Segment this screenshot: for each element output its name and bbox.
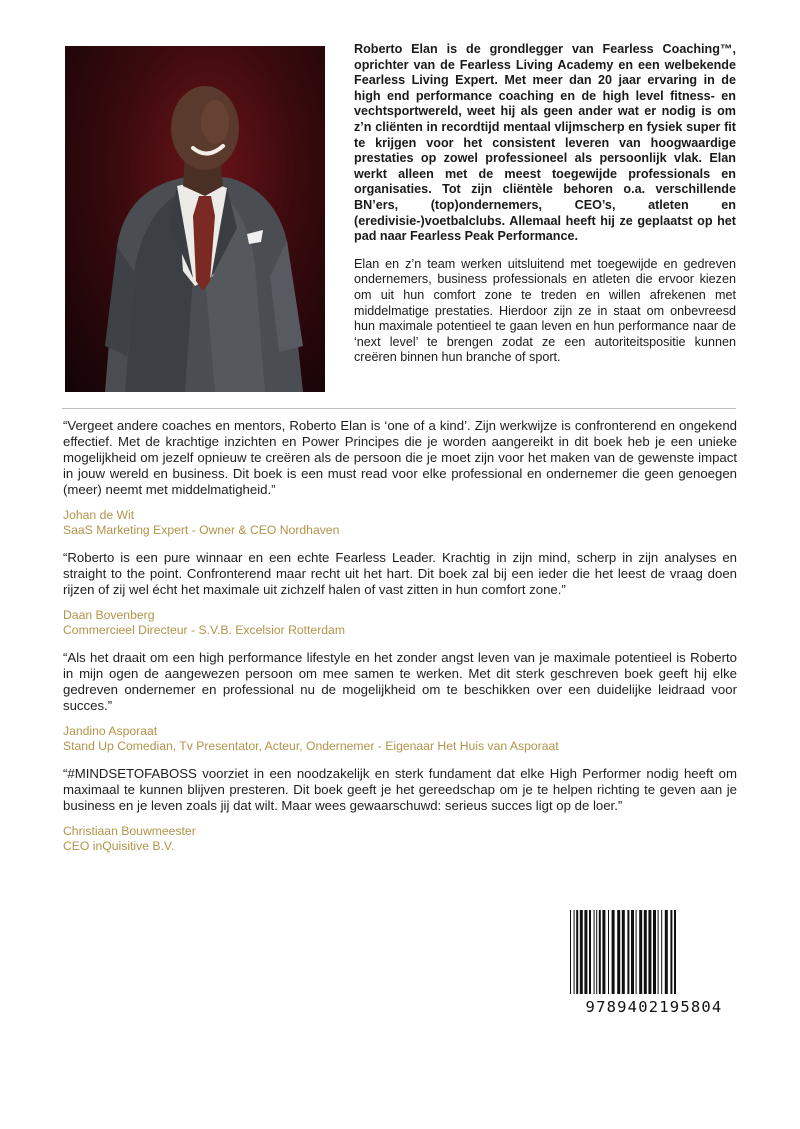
barcode-bar — [622, 910, 625, 994]
testimonial-quote: “#MINDSETOFABOSS voorziet in een noodzakelijk en sterk fundament dat elke High Performer nodig heeft om maximaal te kunnen blijven presteren. Dit boek geeft je het gereedschap om je te helpen richting te geven aan je business en je leven zoals jij dat wilt. Maar wees gewaarschuwd: serieus succes ligt op de loer.” — [63, 766, 737, 813]
barcode-bar — [599, 910, 601, 994]
barcode-bar — [653, 910, 656, 994]
testimonial-role: SaaS Marketing Expert - Owner & CEO Nordhaven — [63, 523, 340, 537]
barcode-bar — [594, 910, 595, 994]
barcode-bar — [602, 910, 605, 994]
testimonial-role: Commercieel Directeur - S.V.B. Excelsior Rotterdam — [63, 623, 345, 637]
isbn-number: 9789402195804 — [585, 998, 723, 1016]
barcode-bar — [617, 910, 620, 994]
testimonial — [63, 766, 737, 854]
barcode-bar — [574, 910, 575, 994]
barcode-bar — [576, 910, 578, 994]
barcode-bar — [658, 910, 659, 994]
barcode-bar — [580, 910, 583, 994]
barcode-bar — [608, 910, 609, 994]
barcode-bar — [665, 910, 668, 994]
testimonials-section — [63, 418, 737, 868]
barcode-bar — [570, 910, 571, 994]
barcode-bar — [639, 910, 642, 994]
barcode-bar — [648, 910, 651, 994]
barcode-bars — [566, 908, 742, 996]
author-portrait-illustration — [65, 46, 325, 392]
barcode-bar — [589, 910, 591, 994]
barcode-bar — [636, 910, 637, 994]
testimonial-role: CEO inQuisitive B.V. — [63, 839, 175, 853]
barcode-bar — [674, 910, 676, 994]
barcode-bar — [644, 910, 647, 994]
author-bio — [354, 42, 736, 378]
isbn-barcode — [566, 908, 742, 1020]
testimonial-role: Stand Up Comedian, Tv Presentator, Acteur, Ondernemer - Eigenaar Het Huis van Asporaat — [63, 739, 559, 753]
bio-paragraph-1: Roberto Elan is de grondlegger van Fearless Coaching™, oprichter van de Fearless Living Academy en een welbekende Fearless Living Expert. Met meer dan 20 jaar ervaring in de high end performance coaching en de high level fitness- en vechtsportwereld, weet hij als geen ander wat er nodig is om z’n cliënten in recordtijd mentaal vlijmscherp en fysiek super fit te krijgen voor het consistent leveren van hoogwaardige prestaties op zowel professioneel als persoonlijk vlak. Elan werkt alleen met de meest toegewijde professionals en organisaties. Tot zijn cliëntèle behoren o.a. verschillende BN’ers, (top)ondernemers, CEO’s, atleten en (eredivisie-)voetbalclubs. Allemaal heeft hij ze geplaatst op het pad naar Fearless Peak Performance. — [354, 42, 736, 244]
barcode-bar — [661, 910, 662, 994]
testimonial-author: Johan de Wit — [63, 508, 135, 522]
barcode-bar — [612, 910, 615, 994]
testimonial-quote: “Vergeet andere coaches en mentors, Roberto Elan is ‘one of a kind’. Zijn werkwijze is confronterend en ongekend effectief. Met de krachtige inzichten en Power Principes die je worden aangereikt in dit boek heb je een unieke mogelijkheid om jezelf opnieuw te creëren als de persoon die je moet zijn voor het maken van de gewenste impact in jouw wereld en business. Dit boek is een must read voor elke professional en ondernemer die geen genoegen (meer) neemt met middelmatigheid.” — [63, 418, 737, 497]
barcode-bar — [627, 910, 629, 994]
testimonial — [63, 418, 737, 538]
barcode-bar — [670, 910, 672, 994]
barcode-bar — [596, 910, 597, 994]
testimonial — [63, 550, 737, 638]
testimonial-author: Daan Bovenberg — [63, 608, 155, 622]
barcode-bar — [631, 910, 634, 994]
author-photo — [65, 46, 325, 392]
testimonial-quote: “Roberto is een pure winnaar en een echte Fearless Leader. Krachtig in zijn mind, scherp in zijn analyses en straight to the point. Confronterend maar recht uit het hart. Dit boek zal bij een ieder die het leest de vraag doen rijzen of zij wel écht het maximale uit zichzelf halen of vast zitten in hun comfort zone.” — [63, 550, 737, 597]
testimonial — [63, 650, 737, 754]
testimonial-author: Christiaan Bouwmeester — [63, 824, 196, 838]
testimonial-quote: “Als het draait om een high performance lifestyle en het zonder angst leven van je maximale potentieel is Roberto in mijn ogen de aangewezen persoon om mee samen te werken. Met dit sterk geschreven boek geeft hij elke gedreven ondernemer en professional nu de mogelijkheid om te beschikken over een duidelijke leidraad voor succes.” — [63, 650, 737, 713]
testimonial-author: Jandino Asporaat — [63, 724, 158, 738]
bio-paragraph-2: Elan en z’n team werken uitsluitend met toegewijde en gedreven ondernemers, business professionals en atleten die ervoor kiezen om uit hun comfort zone te treden en willen afrekenen met middelmatige prestaties. Hierdoor zijn ze in staat om onbevreesd hun maximale potentieel te gaan leven en hun performance naar de ‘next level’ te brengen zodat ze een autoriteitspositie kunnen creëren binnen hun branche of sport. — [354, 256, 736, 365]
barcode-bar — [584, 910, 587, 994]
section-divider — [62, 408, 736, 409]
